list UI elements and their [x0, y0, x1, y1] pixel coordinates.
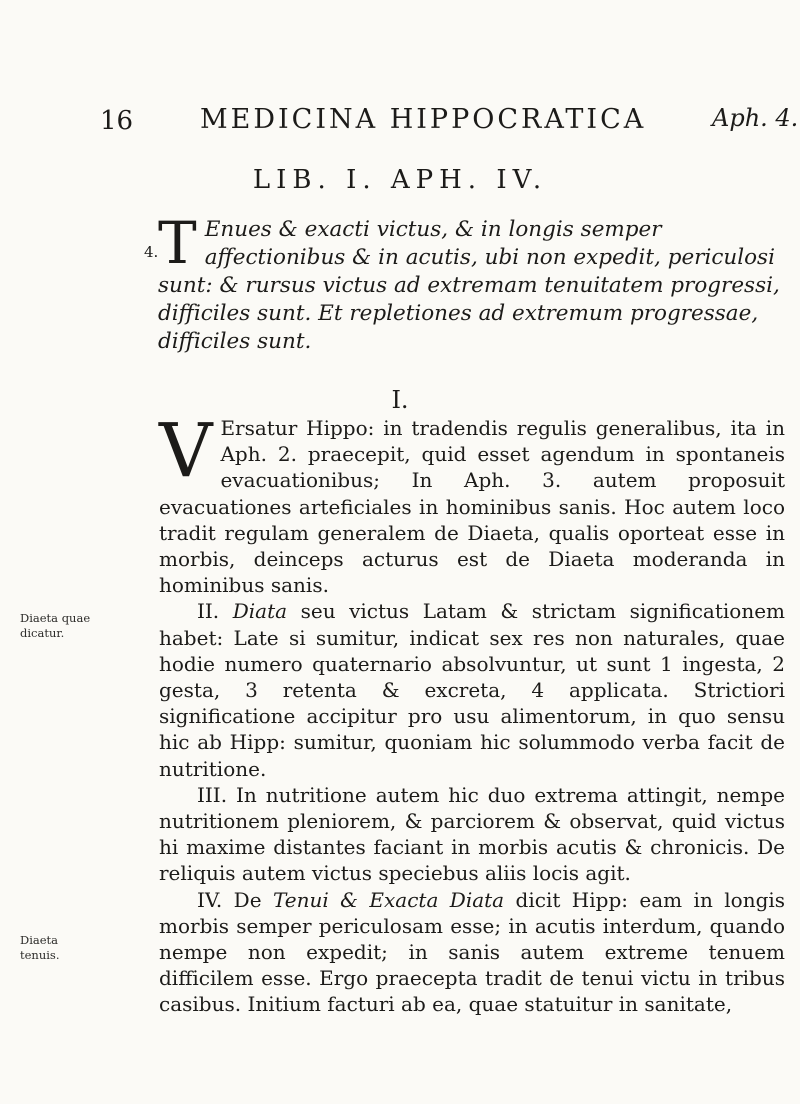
paragraph-4-body: dicit Hipp: eam in longis morbis semper periculosam esse; in acutis interdum, quando nempe non expedit; in sanis autem extreme tenuem difficilem esse. Ergo praecepta tradit de tenui victu in tribus casibus. Initium facturi ab ea, quae statuitur in sanitate,: [159, 887, 786, 1017]
drop-cap-initial: V: [159, 408, 213, 494]
commentary-paragraph-2: [159, 598, 785, 781]
commentary-paragraph-4: [159, 887, 785, 1018]
paragraph-4-terms: Tenui & Exacta Diata: [272, 887, 505, 912]
paragraph-2-term: Diata: [232, 599, 288, 624]
paragraph-1-body: Ersatur Hippo: in tradendis regulis generalibus, ita in Aph. 2. praecepit, quid esset agendum in spontaneis evacuationibus; In Aph. 3. autem proposuit evacuationes arteficiales in hominibus sanis. Hoc autem loco tradit regulam generalem de Diaeta, qualis oporteat esse in morbis, deinceps acturus est de Diaeta moderanda in hominibus sanis.: [159, 416, 785, 598]
aphorism-text: [144, 209, 786, 356]
paragraph-4-number: IV.: [197, 887, 223, 912]
paragraph-2-number: II.: [197, 599, 220, 624]
margin-note-diaeta-tenuis: Diaeta tenuis.: [20, 933, 60, 962]
commentary-text: [159, 408, 786, 1018]
page-number: 16: [100, 106, 134, 136]
aphorism-initial: T: [158, 209, 197, 277]
commentary-section-number: I.: [391, 386, 409, 414]
aphorism-number: 4.: [144, 243, 159, 261]
section-heading: LIB. I. APH. IV.: [252, 165, 548, 195]
paragraph-3-body: III. In nutritione autem hic duo extrema attingit, nempe nutritionem pleniorem, & parciorem & observat, quid victus hi maxime distantes faciant in morbis acutis & chronicis. De reliquis autem victus speciebus aliis locis agit.: [159, 782, 785, 886]
paragraph-4-de: De: [233, 887, 262, 912]
running-title: MEDICINA HIPPOCRATICA: [200, 104, 647, 135]
running-aphorism-ref: Aph. 4.: [712, 104, 799, 132]
commentary-paragraph-3: [159, 782, 785, 887]
margin-note-diaeta: Diaeta quae dicatur.: [20, 611, 91, 640]
commentary-paragraph-1: [159, 408, 785, 598]
aphorism-body: Enues & exacti victus, & in longis semper affectionibus & in acutis, ubi non expedit, periculosi sunt: & rursus victus ad extremam tenuitatem progressi, difficiles sunt. Et repletiones ad extremum progressae, difficiles sunt.: [158, 217, 780, 354]
paragraph-2-body: seu victus Latam & strictam significationem habet: Late si sumitur, indicat sex res non naturales, quae hodie numero quaternario absolvuntur, ut sunt 1 ingesta, 2 gesta, 3 retenta & excreta, 4 applicata. Strictiori significatione accipitur pro usu alimentorum, in quo sensu hic ab Hipp: sumitur, quoniam hic solummodo verba facit de nutritione.: [159, 599, 786, 781]
